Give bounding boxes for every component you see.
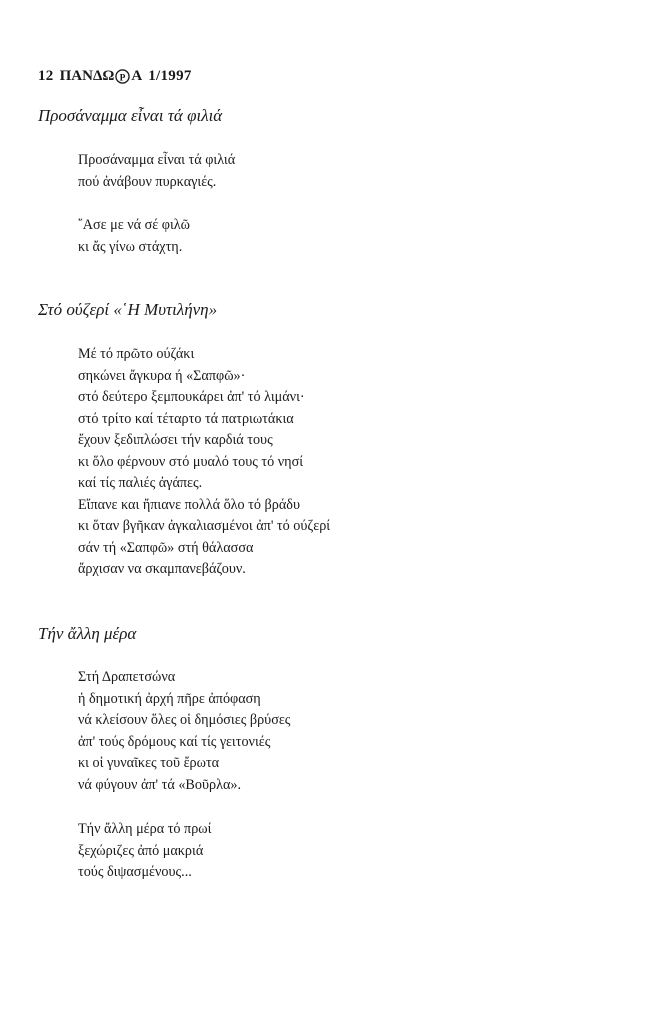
poem-stanza bbox=[78, 215, 190, 258]
logo-letter: Ρ bbox=[120, 73, 126, 84]
journal-name-left: ΠΑΝΔΩ bbox=[59, 68, 115, 84]
poem-line: νά φύγουν ἀπ' τά «Βοῦρλα». bbox=[78, 776, 242, 793]
page-header bbox=[38, 68, 192, 85]
poem-stanza bbox=[78, 344, 330, 581]
poem-line: ῎Ασε με νά σέ φιλῶ bbox=[78, 217, 191, 233]
poem-stanza bbox=[78, 150, 235, 193]
poem-stanza bbox=[78, 667, 290, 796]
poem-line: κι ὅλο φέρνουν στό μυαλό τους τό νησί bbox=[78, 453, 304, 470]
journal-name-right: Α bbox=[131, 68, 143, 84]
journal-logo bbox=[60, 68, 143, 85]
poem-line: κι ἄς γίνω στάχτη. bbox=[78, 238, 183, 255]
poem-line: πού ἀνάβουν πυρκαγιές. bbox=[78, 173, 217, 190]
poem-line: στό δεύτερο ξεμπουκάρει ἀπ' τό λιμάνι· bbox=[78, 389, 305, 405]
poem-line: Μέ τό πρῶτο ούζάκι bbox=[78, 346, 195, 362]
poem-line: ἄρχισαν να σκαμπανεβάζουν. bbox=[78, 561, 246, 577]
logo-circle-icon bbox=[115, 69, 130, 84]
issue-number: 1/1997 bbox=[148, 68, 192, 84]
poem-line: ἡ δημοτική ἀρχή πῆρε ἀπόφαση bbox=[78, 690, 261, 707]
poem-line: Προσάναμμα εἶναι τά φιλιά bbox=[78, 152, 236, 168]
poem-line: τούς διψασμένους... bbox=[78, 864, 192, 880]
poem-line: Εἴπανε και ἤπιανε πολλά ὅλο τό βράδυ bbox=[78, 496, 300, 513]
poem-line: σάν τή «Σαπφῶ» στή θάλασσα bbox=[78, 539, 254, 556]
poem-title: Στό ούζερί «῾Η Μυτιλήνη» bbox=[38, 300, 218, 319]
poem-line: νά κλείσουν ὅλες οἱ δημόσιες βρύσες bbox=[78, 712, 291, 728]
poem-line: ἀπ' τούς δρόμους καί τίς γειτονιές bbox=[78, 733, 271, 750]
poem-line: ἔχουν ξεδιπλώσει τήν καρδιά τους bbox=[78, 432, 273, 448]
poem-line: κι ὅταν βγῆκαν ἀγκαλιασμένοι ἀπ' τό ούζερί bbox=[78, 518, 331, 534]
poem-line: καί τίς παλιές ἀγάπες. bbox=[78, 475, 203, 491]
poem-title: Τήν ἄλλη μέρα bbox=[38, 624, 137, 643]
poem-line: κι οἱ γυναῖκες τοῦ ἔρωτα bbox=[78, 755, 220, 771]
poem-line: στό τρίτο καί τέταρτο τά πατριωτάκια bbox=[78, 410, 294, 427]
poem-line: Τήν ἄλλη μέρα τό πρωί bbox=[78, 821, 212, 837]
poem-line: ξεχώριζες ἀπό μακριά bbox=[78, 842, 204, 859]
page-number: 12 bbox=[38, 68, 54, 84]
poem-title: Προσάναμμα εἶναι τά φιλιά bbox=[38, 106, 223, 125]
poem-stanza bbox=[78, 819, 211, 884]
poem-line: σηκώνει ἄγκυρα ή «Σαπφῶ»· bbox=[78, 367, 246, 384]
poem-line: Στή Δραπετσώνα bbox=[78, 669, 176, 685]
